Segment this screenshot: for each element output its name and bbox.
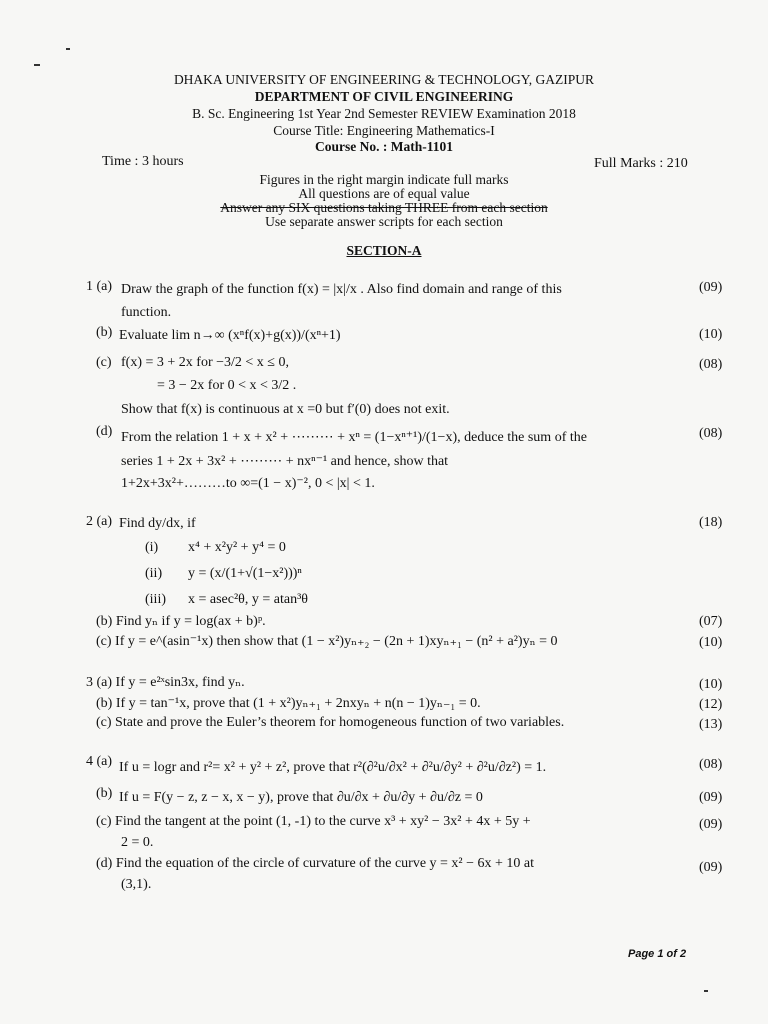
course-title: Course Title: Engineering Mathematics-I [273, 123, 495, 138]
q2c-text: (c) If y = e^(asin⁻¹x) then show that (1 − x²)yₙ₊₂ − (2n + 1)xyₙ₊₁ − (n² + a²)yₙ = 0 [96, 634, 558, 649]
q1c-line-1: f(x) = 3 + 2x for −3/2 < x ≤ 0, [121, 355, 289, 370]
q2c-marks: (10) [699, 635, 723, 650]
scan-speck [34, 64, 40, 66]
q1d-label: (d) [96, 424, 113, 439]
q3b-marks: (12) [699, 697, 723, 712]
q3b-text: (b) If y = tan⁻¹x, prove that (1 + x²)yₙ₊₁ + 2nxyₙ + n(n − 1)yₙ₋₁ = 0. [96, 696, 481, 711]
q4b-text: If u = F(y − z, z − x, x − y), prove that ∂u/∂x + ∂u/∂y + ∂u/∂z = 0 [119, 790, 483, 805]
q4a-label: 4 (a) [86, 754, 113, 769]
q2b-text: (b) Find yₙ if y = log(ax + b)ᵖ. [96, 614, 266, 629]
full-marks: Full Marks : 210 [594, 156, 688, 171]
q2a-iii: x = asec²θ, y = atan³θ [188, 592, 309, 607]
q1a-continuation: function. [121, 305, 172, 320]
q1b-marks: (10) [699, 327, 723, 342]
q3c-text: (c) State and prove the Euler’s theorem for homogeneous function of two variables. [96, 715, 565, 730]
q1d-line-2: series 1 + 2x + 3x² + ⋯⋯⋯ + nxⁿ⁻¹ and hence, show that [121, 454, 449, 469]
page-number: Page 1 of 2 [628, 948, 687, 960]
course-number: Course No. : Math-1101 [315, 139, 453, 154]
q3a-marks: (10) [699, 677, 723, 692]
scan-speck [66, 48, 70, 50]
q2a-text: Find dy/dx, if [119, 516, 196, 531]
q1d-marks: (08) [699, 426, 723, 441]
q1c-line-3: Show that f(x) is continuous at x =0 but f′(0) does not exit. [121, 402, 450, 417]
exam-title-text: B. Sc. Engineering 1st Year 2nd Semester REVIEW Examination 2018 [192, 106, 576, 121]
q3c-marks: (13) [699, 717, 723, 732]
instruction-3: Answer any SIX questions taking THREE from each section [220, 200, 548, 215]
q2a-i-label: (i) [145, 540, 159, 555]
q4b-label: (b) [96, 786, 113, 801]
exam-title [0, 106, 768, 122]
scan-speck [704, 990, 708, 992]
q1c-marks: (08) [699, 357, 723, 372]
q4c-marks: (09) [699, 817, 723, 832]
q1d-line-3: 1+2x+3x²+………to ∞=(1 − x)⁻², 0 < |x| < 1. [121, 476, 375, 491]
department-name: DEPARTMENT OF CIVIL ENGINEERING [254, 89, 514, 104]
q2a-i: x⁴ + x²y² + y⁴ = 0 [188, 540, 286, 555]
q1a-label: 1 (a) [86, 279, 113, 294]
q2a-label: 2 (a) [86, 514, 113, 529]
q4d-continuation: (3,1). [121, 877, 152, 892]
instruction-2: All questions are of equal value [298, 186, 470, 201]
q1d-line-1: From the relation 1 + x + x² + ⋯⋯⋯ + xⁿ = (1−xⁿ⁺¹)/(1−x), deduce the sum of the [121, 430, 587, 445]
q2b-marks: (07) [699, 614, 723, 629]
section-heading: SECTION-A [346, 243, 422, 258]
q2a-marks: (18) [699, 515, 723, 530]
q4d-marks: (09) [699, 860, 723, 875]
q4a-text: If u = logr and r²= x² + y² + z², prove that r²(∂²u/∂x² + ∂²u/∂y² + ∂²u/∂z²) = 1. [119, 760, 547, 775]
q4b-marks: (09) [699, 790, 723, 805]
q4c-text: (c) Find the tangent at the point (1, -1) to the curve x³ + xy² − 3x² + 4x + 5y + [96, 814, 531, 829]
q4c-continuation: 2 = 0. [121, 835, 154, 850]
q3a-text: 3 (a) If y = e²ˣsin3x, find yₙ. [86, 675, 245, 690]
q2a-iii-label: (iii) [145, 592, 166, 607]
exam-time: Time : 3 hours [102, 154, 184, 169]
q4d-text: (d) Find the equation of the circle of curvature of the curve y = x² − 6x + 10 at [96, 856, 535, 871]
instruction-4: Use separate answer scripts for each section [265, 214, 503, 229]
q1a-marks: (09) [699, 280, 723, 295]
university-name: DHAKA UNIVERSITY OF ENGINEERING & TECHNOLOGY, GAZIPUR [173, 72, 595, 87]
q2a-ii-label: (ii) [145, 566, 163, 581]
instruction-1: Figures in the right margin indicate full marks [259, 172, 509, 187]
q1b-text: Evaluate lim n→∞ (xⁿf(x)+g(x))/(xⁿ+1) [119, 328, 341, 343]
q1c-line-2: = 3 − 2x for 0 < x < 3/2 . [157, 378, 297, 393]
q4a-marks: (08) [699, 757, 723, 772]
q1b-label: (b) [96, 325, 113, 340]
q1c-label: (c) [96, 355, 112, 370]
q1a-text: Draw the graph of the function f(x) = |x|/x . Also find domain and range of this [121, 282, 562, 297]
q2a-ii: y = (x/(1+√(1−x²)))ⁿ [188, 566, 302, 581]
